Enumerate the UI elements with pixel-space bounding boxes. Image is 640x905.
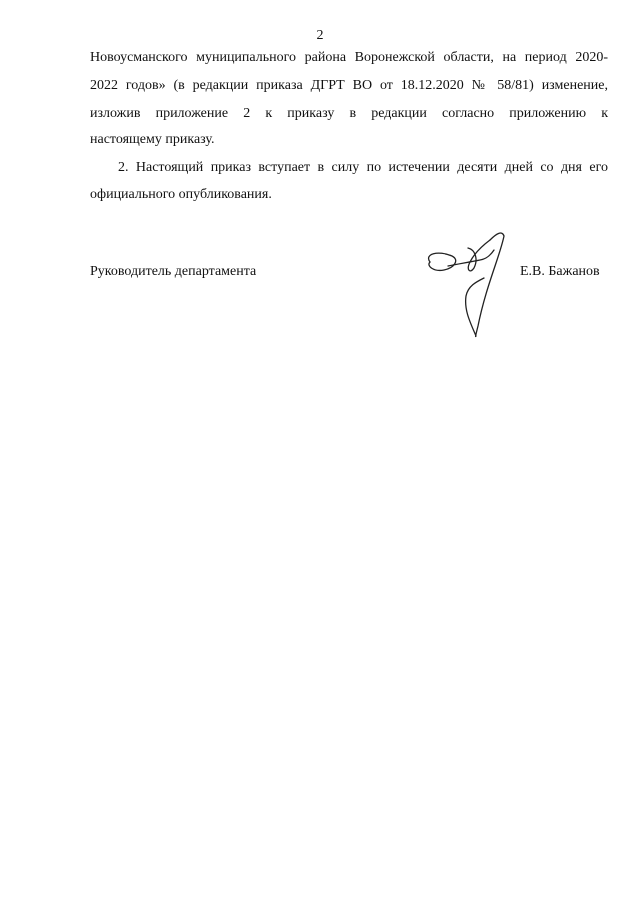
page-number: 2 <box>316 28 324 43</box>
paragraph-1-line: Новоусманского муниципального района Воронежской области, на период 2020- <box>90 50 608 65</box>
paragraph-1-line: изложив приложение 2 к приказу в редакции согласно приложению к <box>90 106 608 121</box>
paragraph-2-line: официального опубликования. <box>90 187 272 202</box>
paragraph-1-line: настоящему приказу. <box>90 132 215 147</box>
signatory-name: Е.В. Бажанов <box>520 264 600 279</box>
signatory-title: Руководитель департамента <box>90 264 257 279</box>
paragraph-1-line: 2022 годов» (в редакции приказа ДГРТ ВО от 18.12.2020 № 58/81) изменение, <box>90 78 608 93</box>
handwritten-signature <box>420 226 510 342</box>
paragraph-2-line: 2. Настоящий приказ вступает в силу по истечении десяти дней со дня его <box>118 160 608 175</box>
